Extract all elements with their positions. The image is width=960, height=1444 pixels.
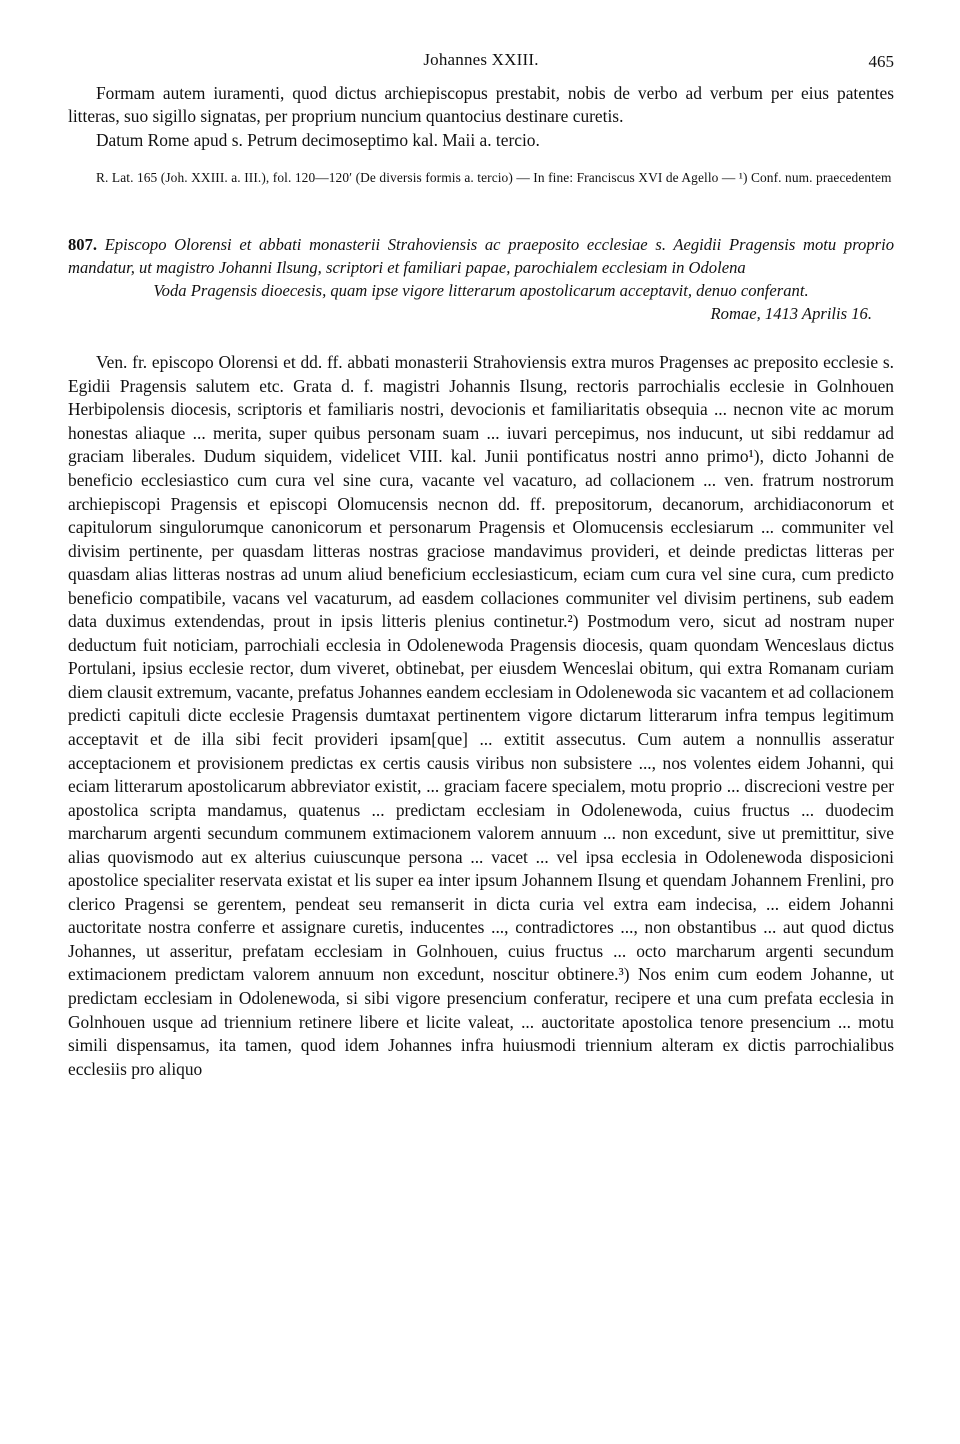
letter-text: Ven. fr. episcopo Olorensi et dd. ff. abbati monasterii Strahoviensis extra muros Pragenses ac preposito ecclesie s. Egidii Pragensis salutem etc. Grata d. f. magistri Johannis Ilsung, rectoris parrochialis ecclesie in Golnhouen Herbipolensis diocesis, scriptoris et familiaris nostri, devocionis et familiaritatis obsequia ... necnon vite ac morum honestas aliaque ... merita, super quibus personam suam ... iuvari percepimus, nos inducunt, ut sibi reddamur ad graciam liberales. Dudum siquidem, videlicet VIII. kal. Junii pontificatus nostri anno primo¹), dicto Johanni de beneficio ecclesiastico cum cura vel sine cura, vacante vel vacaturo, ad collacionem ... ven. fratrum nostrorum archiepiscopi Pragensis et episcopi Olomucensis necnon dd. ff. prepositorum, decanorum, archidiaconorum et capitulorum singulorumque canonicorum et personarum Pragensis et Olomucensis ecclesiarum ... communiter vel divisim pertinente, per quasdam litteras nostras graciose mandavimus provideri, et deinde predictas litteras per quasdam alias litteras nostras ad unum aliud beneficium ecclesiasticum, eciam cum cura vel sine cura, cum predicto beneficio compatibile, vacans vel vacaturum, ad easdem collaciones communiter vel divisim pertinens, sub eadem data duximus extendendas, prout in ipsis litteris plenius continetur.²) Postmodum vero, sicut ad nostram nuper deductum fuit noticiam, parrochiali ecclesia in Odolenewoda Pragensis diocesis, quam quondam Wenceslaus dictus Portulani, ipsius ecclesie rector, dum viveret, obtinebat, per eiusdem Wenceslai obitum, qui extra Romanam curiam diem clausit extremum, vacante, prefatus Johannes eandem ecclesiam in Odolenewoda sic vacantem et ad collacionem predicti capituli dicte ecclesie Pragensis dumtaxat pertinentem vigore dictarum litterarum infra tempus legitimum acceptavit et de illa sibi fecit provideri ipsam[que] ... extitit assecutus. Cum autem a nonnullis asseratur acceptacionem et provisionem predictas ex certis causis viribus non subsistere ..., nos volentes eidem Johanni, qui eciam litterarum apostolicarum abbreviator existit, ... graciam facere specialem, motu proprio ... discrecioni vestre per apostolica scripta mandamus, quatenus ... predictam ecclesiam in Odolenewoda, cuius fructus ... duodecim marcharum argenti secundum communem extimacionem valorem annuum ... non excedunt, sive ut premittitur, sive alias quovismodo aut ex alterius cuiuscunque persona ... vacet ... vel ipsa ecclesia in Odolenewoda disposicioni apostolice specialiter reservata existat et lis super ea inter ipsum Johannem Ilsung et quendam Johannem Frenlini, pro clerico Pragensi se gerentem, pendeat seu remanserit in dicta curia vel extra eam indecisa, ... eidem Johanni auctoritate nostra conferre et assignare curetis, inducentes ..., contradictores ..., non obstantibus ... aut quod dictus Johannes, ut asseritur, prefatam ecclesiam in Golnhouen, cuius fructus ... octo marcharum argenti secundum extimacionem predictam valorem annuum non excedunt, noscitur obtinere.³) Nos enim cum eodem Johanne, ut predictam ecclesiam in Odolenewoda, si sibi vigore presencium conferatur, recipere et una cum prefata ecclesia in Golnhouen usque ad triennium retinere libere et licite valeat, ... auctoritate apostolica tenore presencium ... motu simili dispensamus, ita tamen, quod idem Johannes infra huiusmodi triennium alteram ex dictis parrochialibus ecclesiis pro aliquo	[68, 352, 894, 1079]
page-number: 465	[868, 52, 894, 71]
datum-line: Datum Rome apud s. Petrum decimoseptimo kal. Maii a. tercio.	[96, 129, 540, 150]
entry-dateline: Romae, 1413 Aprilis 16.	[710, 304, 872, 324]
running-head	[68, 50, 894, 76]
regest-text-last-line: Voda Pragensis dioecesis, quam ipse vigore litterarum apostolicarum acceptavit, denuo conferant.	[153, 281, 809, 301]
source-note-text: R. Lat. 165 (Joh. XXIII. a. III.), fol. 120—120′ (De diversis formis a. tercio) — In fine: Franciscus XVI de Agello — ¹) Conf. num. praecedentem	[96, 170, 892, 186]
entry-number: 807.	[68, 235, 98, 255]
entry-regest	[68, 233, 894, 302]
regest-text: Episcopo Olorensi et abbati monasterii Strahoviensis ac praeposito ecclesiae s. Aegidii Pragensis motu proprio mandatur, ut magistro Johanni Ilsung, scriptori et familiari papae, parochialem ecclesiam in Odolena	[68, 235, 894, 278]
running-head-title: Johannes XXIII.	[423, 50, 539, 69]
document-page	[68, 50, 894, 1099]
opening-paragraph: Formam autem iuramenti, quod dictus archiepiscopus prestabit, nobis de verbo ad verbum per eius patentes litteras, suo sigillo signatas, per proprium nuncium quantocius destinare curetis.	[68, 83, 894, 127]
source-note	[68, 166, 894, 189]
